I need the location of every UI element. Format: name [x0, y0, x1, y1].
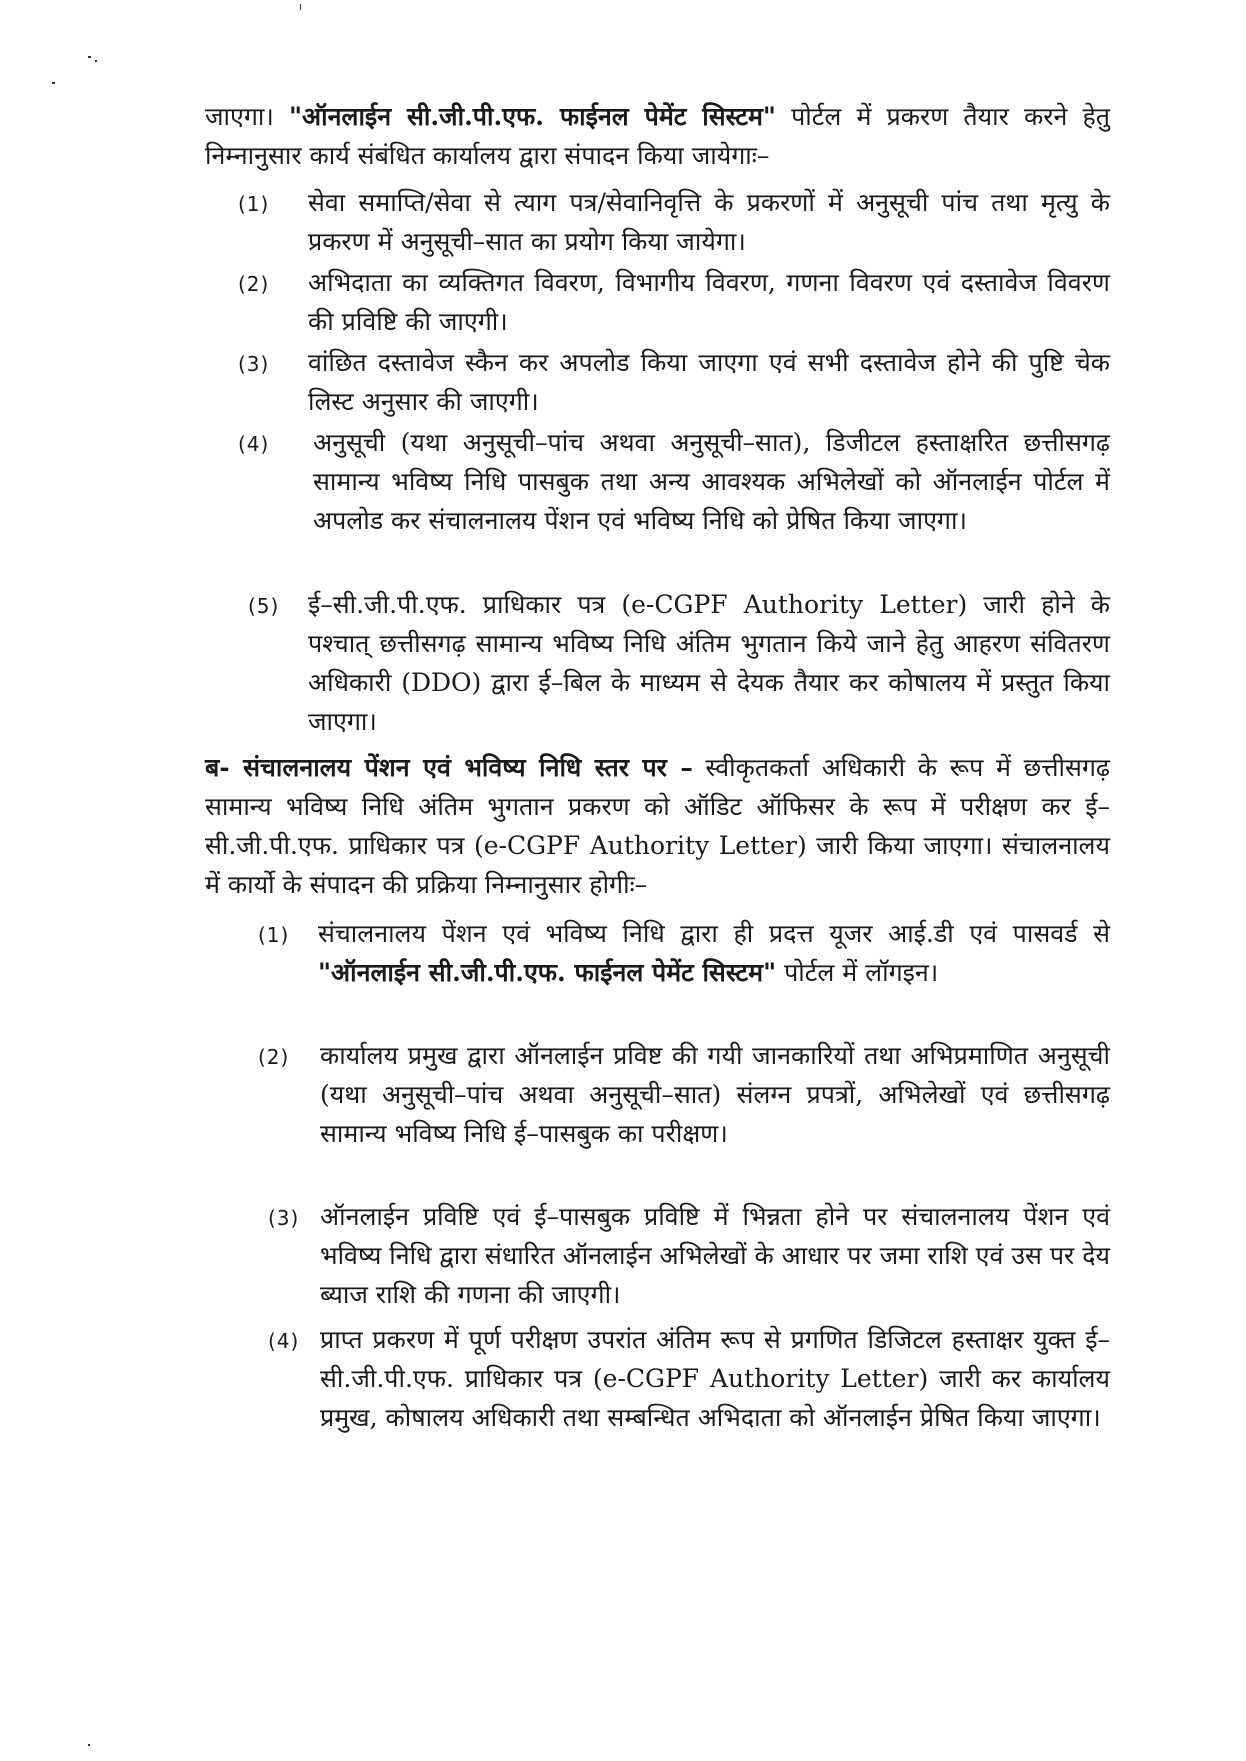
item-number: (3) [238, 352, 270, 376]
system-name: "ऑनलाईन सी.जी.पी.एफ. फाईनल पेमेंट सिस्टम" [289, 102, 776, 131]
item-text: प्राप्त प्रकरण में पूर्ण परीक्षण उपरांत अंतिम रूप से प्रगणित डिजिटल हस्ताक्षर युक्त ई–सी.जी.पी.एफ. प्राधिकार पत्र (e-CGPF Authority Letter) जारी कर कार्यालय प्रमुख, कोषालय अधिकारी तथा सम्बन्धित अभिदाता को ऑनलाईन प्रेषित किया जाएगा। [320, 1325, 1110, 1432]
item-text: कार्यालय प्रमुख द्वारा ऑनलाईन प्रविष्ट की गयी जानकारियों तथा अभिप्रमाणित अनुसूची (यथा अनुसूची–पांच अथवा अनुसूची–सात) संलग्न प्रपत्रों, अभिलेखों एवं छत्तीसगढ़ सामान्य भविष्य निधि ई–पासबुक का परीक्षण। [320, 1041, 1110, 1148]
item-number: (3) [268, 1206, 300, 1230]
item-text: ऑनलाईन प्रविष्टि एवं ई–पासबुक प्रविष्टि में भिन्नता होने पर संचालनालय पेंशन एवं भविष्य निधि द्वारा संधारित ऑनलाईन अभिलेखों के आधार पर जमा राशि एवं उस पर देय ब्याज राशि की गणना की जाएगी। [320, 1202, 1111, 1309]
item-number: (2) [238, 272, 270, 296]
item-text: वांछित दस्तावेज स्कैन कर अपलोड किया जाएगा एवं सभी दस्तावेज होने की पुष्टि चेक लिस्ट अनुसार की जाएगी। [308, 348, 1110, 416]
intro-pre: जाएगा। [205, 102, 290, 131]
item-number: (1) [258, 923, 290, 947]
item-text: ई–सी.जी.पी.एफ. प्राधिकार पत्र (e-CGPF Authority Letter) जारी होने के पश्चात् छत्तीसगढ़ सामान्य भविष्य निधि अंतिम भुगतान किये जाने हेतु आहरण संवितरण अधिकारी (DDO) द्वारा ई–बिल के माध्यम से देयक तैयार कर कोषालय में प्रस्तुत किया जाएगा। [308, 590, 1110, 736]
scan-mark [88, 1744, 90, 1746]
item-text: सेवा समाप्ति/सेवा से त्याग पत्र/सेवानिवृत्ति के प्रकरणों में अनुसूची पांच तथा मृत्यु के प्रकरण में अनुसूची–सात का प्रयोग किया जायेगा। [308, 188, 1110, 256]
item-text-post: पोर्टल में लॉगइन। [776, 958, 939, 987]
scan-mark [52, 82, 55, 84]
scan-mark [88, 56, 91, 58]
scan-mark [95, 60, 97, 62]
system-name: "ऑनलाईन सी.जी.पी.एफ. फाईनल पेमेंट सिस्टम" [318, 958, 777, 987]
section-b-heading: ब- संचालनालय पेंशन एवं भविष्य निधि स्तर पर – [205, 753, 693, 782]
item-number: (2) [258, 1045, 290, 1069]
item-text-pre: संचालनालय पेंशन एवं भविष्य निधि द्वारा ही प्रदत्त यूजर आई.डी एवं पासवर्ड से [318, 919, 1110, 948]
item-text [318, 914, 1110, 992]
section-b-paragraph [205, 748, 1110, 904]
item-text: अभिदाता का व्यक्तिगत विवरण, विभागीय विवरण, गणना विवरण एवं दस्तावेज विवरण की प्रविष्टि की जाएगी। [308, 268, 1110, 336]
section-b-text: स्वीकृतकर्ता अधिकारी के रूप में छत्तीसगढ़ सामान्य भविष्य निधि अंतिम भुगतान प्रकरण को ऑडिट ऑफिसर के रूप में परीक्षण कर ई–सी.जी.पी.एफ. प्राधिकार पत्र (e-CGPF Authority Letter) जारी किया जाएगा। संचालनालय में कार्यो के संपादन की प्रक्रिया निम्नानुसार होगीः– [205, 753, 1110, 899]
scan-mark [300, 4, 301, 10]
intro-paragraph [205, 97, 1110, 175]
item-text: अनुसूची (यथा अनुसूची–पांच अथवा अनुसूची–सात), डिजीटल हस्ताक्षरित छत्तीसगढ़ सामान्य भविष्य निधि पासबुक तथा अन्य आवश्यक अभिलेखों को ऑनलाईन पोर्टल में अपलोड कर संचालनालय पेंशन एवं भविष्य निधि को प्रेषित किया जाएगा। [313, 428, 1110, 535]
item-number: (5) [248, 594, 280, 618]
item-number: (4) [268, 1329, 300, 1353]
item-number: (4) [238, 432, 270, 456]
item-number: (1) [238, 192, 270, 216]
intro-post: पोर्टल में प्रकरण तैयार करने हेतु निम्नानुसार कार्य संबंधित कार्यालय द्वारा संपादन किया जायेगाः– [205, 102, 1110, 170]
